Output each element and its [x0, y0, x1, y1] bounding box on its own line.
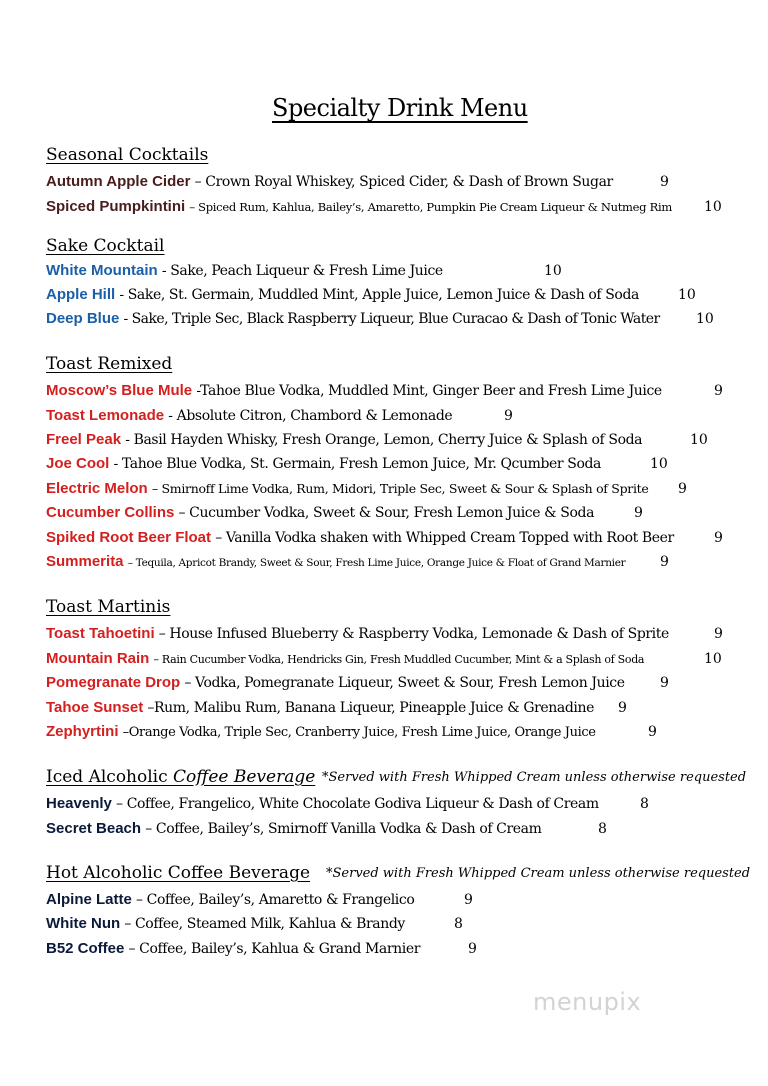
item-description: - Tahoe Blue Vodka, St. Germain, Fresh Lemon Juice, Mr. Qcumber Soda: [113, 456, 601, 472]
item-price: 9: [714, 530, 723, 546]
section-heading-iced-coffee: [46, 767, 315, 787]
menu-item: [46, 478, 756, 500]
item-name: Tahoe Sunset: [46, 699, 148, 716]
item-description: –Rum, Malibu Rum, Banana Liqueur, Pineapple Juice & Grenadine: [147, 700, 595, 716]
item-description: – Coffee, Bailey’s, Kahlua & Grand Marnier: [128, 941, 420, 957]
menu-item: [46, 793, 756, 815]
menu-item: [46, 405, 756, 427]
item-name: B52 Coffee: [46, 940, 129, 957]
item-description: - Basil Hayden Whisky, Fresh Orange, Lemon, Cherry Juice & Splash of Soda: [125, 432, 643, 448]
item-description: - Absolute Citron, Chambord & Lemonade: [168, 408, 453, 424]
menu-item: [46, 196, 756, 218]
item-description: – Rain Cucumber Vodka, Hendricks Gin, Fresh Muddled Cucumber, Mint & a Splash of Soda: [153, 653, 645, 666]
item-name: Toast Lemonade: [46, 407, 169, 424]
item-price: 8: [640, 796, 649, 812]
menu-item: [46, 429, 756, 451]
item-name: Apple Hill: [46, 286, 120, 303]
item-price: 9: [618, 700, 627, 716]
item-description: –Orange Vodka, Triple Sec, Cranberry Juice, Fresh Lime Juice, Orange Juice: [122, 725, 596, 740]
item-price: 9: [678, 481, 687, 497]
item-description: – Coffee, Steamed Milk, Kahlua & Brandy: [124, 916, 405, 932]
menu-item: [46, 818, 756, 840]
item-price: 9: [648, 724, 657, 740]
item-price: 8: [454, 916, 463, 932]
menu-item: [46, 913, 756, 935]
item-name: Spiked Root Beer Float: [46, 529, 216, 546]
item-price: 10: [690, 432, 708, 448]
item-name: Heavenly: [46, 795, 117, 812]
whipped-cream-note: *Served with Fresh Whipped Cream unless otherwise requested: [326, 866, 751, 881]
item-name: Moscow’s Blue Mule: [46, 382, 197, 399]
item-price: 8: [598, 821, 607, 837]
item-description: – House Infused Blueberry & Raspberry Vodka, Lemonade & Dash of Sprite: [158, 626, 669, 642]
item-name: White Nun: [46, 915, 125, 932]
menu-item: [46, 308, 756, 330]
item-description: – Vanilla Vodka shaken with Whipped Cream Topped with Root Beer: [215, 530, 674, 546]
menu-item: [46, 697, 756, 719]
item-price: 10: [696, 311, 714, 327]
item-name: Zephyrtini: [46, 723, 123, 740]
item-name: White Mountain: [46, 262, 162, 279]
item-description: -Tahoe Blue Vodka, Muddled Mint, Ginger Beer and Fresh Lime Juice: [196, 383, 662, 399]
menu-item: [46, 284, 756, 306]
item-description: – Smirnoff Lime Vodka, Rum, Midori, Triple Sec, Sweet & Sour & Splash of Sprite: [151, 481, 649, 496]
item-description: - Sake, St. Germain, Muddled Mint, Apple Juice, Lemon Juice & Dash of Soda: [119, 287, 639, 303]
menu-item: [46, 672, 756, 694]
section-heading-hot-coffee: Hot Alcoholic Coffee Beverage: [46, 863, 311, 883]
item-name: Pomegranate Drop: [46, 674, 185, 691]
item-description: – Crown Royal Whiskey, Spiced Cider, & Dash of Brown Sugar: [194, 174, 613, 190]
item-description: – Tequila, Apricot Brandy, Sweet & Sour, Fresh Lime Juice, Orange Juice & Float of Grand Marnier: [127, 557, 626, 569]
section-heading-seasonal: Seasonal Cocktails: [46, 145, 209, 165]
item-description: - Sake, Triple Sec, Black Raspberry Liqueur, Blue Curacao & Dash of Tonic Water: [123, 311, 660, 327]
item-name: Deep Blue: [46, 310, 124, 327]
item-description: – Vodka, Pomegranate Liqueur, Sweet & Sour, Fresh Lemon Juice: [184, 675, 625, 691]
item-name: Freel Peak: [46, 431, 126, 448]
item-price: 9: [634, 505, 643, 521]
item-price: 9: [714, 383, 723, 399]
item-name: Alpine Latte: [46, 891, 137, 908]
item-price: 10: [650, 456, 668, 472]
item-price: 9: [468, 941, 477, 957]
menu-item: [46, 260, 756, 282]
heading-part-italic: Coffee Beverage: [173, 767, 316, 787]
item-name: Joe Cool: [46, 455, 114, 472]
item-price: 9: [660, 554, 669, 570]
menu-item: [46, 938, 756, 960]
menu-item: [46, 453, 756, 475]
menu-item: [46, 502, 756, 524]
item-name: Spiced Pumpkintini: [46, 198, 190, 215]
item-price: 9: [660, 174, 669, 190]
page-title: Specialty Drink Menu: [272, 94, 528, 122]
item-name: Secret Beach: [46, 820, 146, 837]
item-description: – Cucumber Vodka, Sweet & Sour, Fresh Lemon Juice & Soda: [178, 505, 595, 521]
whipped-cream-note: *Served with Fresh Whipped Cream unless otherwise requested: [322, 770, 747, 785]
item-description: – Coffee, Bailey’s, Amaretto & Frangelico: [136, 892, 415, 908]
section-heading-sake: Sake Cocktail: [46, 236, 165, 256]
menu-item: [46, 889, 756, 911]
menu-item: [46, 380, 756, 402]
menu-item: [46, 721, 756, 743]
item-price: 9: [504, 408, 513, 424]
menu-item: [46, 527, 756, 549]
item-description: – Spiced Rum, Kahlua, Bailey’s, Amaretto, Pumpkin Pie Cream Liqueur & Nutmeg Rim: [189, 200, 672, 214]
item-price: 9: [660, 675, 669, 691]
heading-part: Iced Alcoholic: [46, 767, 174, 787]
item-price: 9: [464, 892, 473, 908]
section-heading-toast-remixed: Toast Remixed: [46, 354, 173, 374]
menu-item: [46, 171, 756, 193]
menu-item: [46, 623, 756, 645]
section-heading-toast-martinis: Toast Martinis: [46, 597, 171, 617]
menu-item: [46, 551, 756, 573]
item-price: 10: [544, 263, 562, 279]
item-name: Electric Melon: [46, 480, 152, 497]
item-description: - Sake, Peach Liqueur & Fresh Lime Juice: [161, 263, 443, 279]
item-description: – Coffee, Frangelico, White Chocolate Godiva Liqueur & Dash of Cream: [116, 796, 599, 812]
watermark-logo: menupix: [533, 988, 642, 1016]
item-price: 10: [704, 199, 722, 215]
item-name: Summerita: [46, 553, 128, 570]
item-name: Toast Tahoetini: [46, 625, 159, 642]
item-price: 10: [678, 287, 696, 303]
item-name: Mountain Rain: [46, 650, 154, 667]
item-description: – Coffee, Bailey’s, Smirnoff Vanilla Vodka & Dash of Cream: [145, 821, 542, 837]
item-name: Autumn Apple Cider: [46, 173, 195, 190]
item-price: 10: [704, 651, 722, 667]
item-price: 9: [714, 626, 723, 642]
menu-item: [46, 648, 756, 670]
item-name: Cucumber Collins: [46, 504, 179, 521]
